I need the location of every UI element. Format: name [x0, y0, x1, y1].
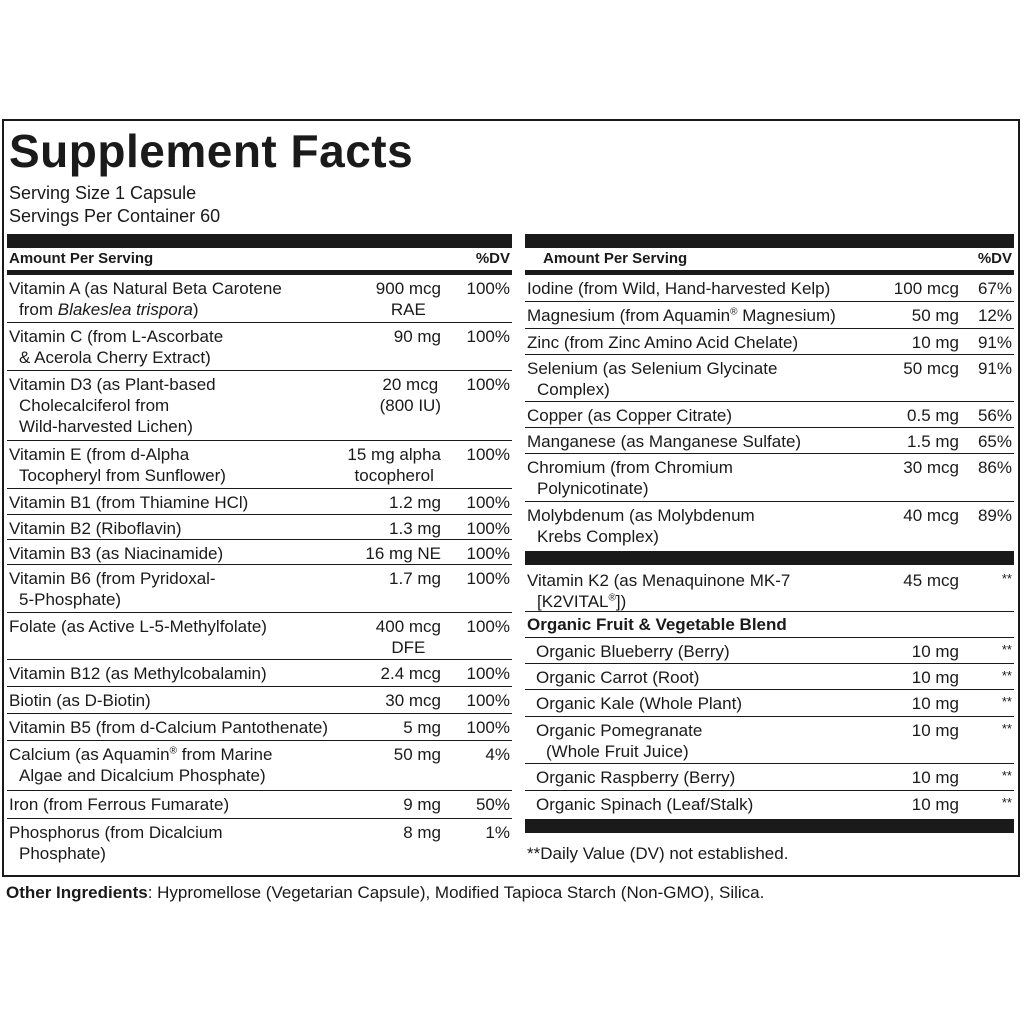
nutrient-dv: ** — [1001, 721, 1012, 736]
nutrient-name: Vitamin B12 (as Methylcobalamin) — [9, 664, 267, 683]
nutrient-dv: 86% — [977, 458, 1012, 477]
nutrient-dv: ** — [1001, 668, 1012, 683]
nutrient-dv: 91% — [977, 359, 1012, 378]
nutrient-name: Organic Blueberry (Berry) — [536, 642, 730, 661]
nutrient-dv: 65% — [977, 432, 1012, 451]
other-ingredients-text: : Hypromellose (Vegetarian Capsule), Modified Tapioca Starch (Non-GMO), Silica. — [147, 883, 765, 902]
blend-item-spinach — [525, 791, 1014, 819]
blend-item-kale — [525, 690, 1014, 717]
nutrient-name: Selenium (as Selenium Glycinate Complex) — [527, 359, 778, 399]
nutrient-dv: ** — [1001, 795, 1012, 810]
nutrient-amount: 1.5 mg — [907, 432, 959, 451]
nutrient-name: Magnesium (from Aquamin® Magnesium) — [527, 306, 836, 325]
nutrient-amount: 0.5 mg — [907, 406, 959, 425]
column-header — [7, 248, 512, 275]
nutrient-amount: 10 mg — [911, 768, 959, 787]
nutrient-dv: 4% — [485, 745, 510, 764]
section-bar — [525, 551, 1014, 565]
nutrient-dv: 91% — [977, 333, 1012, 352]
nutrient-amount: 40 mcg — [903, 506, 959, 525]
nutrient-row-iodine — [525, 275, 1014, 302]
nutrient-amount: 50 mg — [393, 745, 441, 764]
nutrient-name: Vitamin B5 (from d-Calcium Pantothenate) — [9, 718, 329, 737]
nutrient-dv: ** — [1001, 571, 1012, 586]
nutrient-amount: 10 mg — [911, 694, 959, 713]
dv-label: %DV — [977, 250, 1012, 267]
nutrient-amount: 16 mg NE — [365, 544, 441, 563]
nutrient-amount: 90 mg — [393, 327, 441, 346]
nutrient-name: Organic Pomegranate (Whole Fruit Juice) — [536, 721, 703, 761]
blend-item-blueberry — [525, 638, 1014, 664]
nutrient-dv: 100% — [466, 519, 510, 538]
nutrient-row-copper — [525, 402, 1014, 428]
nutrient-amount: 9 mg — [403, 795, 441, 814]
nutrient-dv: 100% — [466, 664, 510, 683]
top-bar — [525, 234, 1014, 248]
serving-size: Serving Size 1 Capsule — [9, 183, 197, 203]
nutrient-amount: 10 mg — [911, 721, 959, 740]
nutrient-amount: 2.4 mcg — [380, 664, 441, 683]
nutrient-amount: 45 mcg — [903, 571, 959, 590]
nutrient-row-vitamin-b12 — [7, 660, 512, 687]
blend-item-raspberry — [525, 764, 1014, 791]
nutrient-dv: 100% — [466, 445, 510, 464]
nutrient-amount: 1.3 mg — [389, 519, 441, 538]
nutrient-row-magnesium — [525, 302, 1014, 329]
nutrient-row-zinc — [525, 329, 1014, 355]
nutrient-name: Organic Kale (Whole Plant) — [536, 694, 742, 713]
nutrient-dv: ** — [1001, 768, 1012, 783]
nutrient-name: Iron (from Ferrous Fumarate) — [9, 795, 230, 814]
nutrient-row-folate — [7, 613, 512, 660]
nutrient-row-vitamin-d3 — [7, 371, 512, 441]
nutrient-name: Organic Raspberry (Berry) — [536, 768, 736, 787]
nutrient-name: Vitamin B3 (as Niacinamide) — [9, 544, 224, 563]
blend-item-carrot — [525, 664, 1014, 690]
nutrient-name: Vitamin C (from L-Ascorbate & Acerola Cherry Extract) — [9, 327, 224, 367]
nutrient-amount: 50 mcg — [903, 359, 959, 378]
nutrient-row-phosphorus — [7, 819, 512, 867]
nutrient-amount: 1.2 mg — [389, 493, 441, 512]
nutrient-dv: 67% — [977, 279, 1012, 298]
nutrient-name: Vitamin B2 (Riboflavin) — [9, 519, 182, 538]
nutrient-row-biotin — [7, 687, 512, 714]
top-bar — [7, 234, 512, 248]
nutrient-dv: 100% — [466, 327, 510, 346]
nutrient-name: Organic Carrot (Root) — [536, 668, 700, 687]
nutrient-name: Vitamin D3 (as Plant-based Cholecalciferol from Wild-harvested Lichen) — [9, 375, 216, 436]
nutrient-name: Vitamin A (as Natural Beta Carotene from Blakeslea trispora) — [9, 279, 282, 319]
nutrient-name: Phosphorus (from Dicalcium Phosphate) — [9, 823, 223, 863]
nutrient-dv: 89% — [977, 506, 1012, 525]
nutrient-row-chromium — [525, 454, 1014, 502]
amount-per-serving-label: Amount Per Serving — [9, 250, 154, 267]
nutrient-amount: 400 mcg DFE — [375, 617, 441, 657]
other-ingredients-label: Other Ingredients — [6, 883, 148, 902]
nutrient-row-iron — [7, 791, 512, 819]
nutrient-row-calcium — [7, 741, 512, 791]
nutrient-row-vitamin-a — [7, 275, 512, 323]
nutrient-name: Iodine (from Wild, Hand-harvested Kelp) — [527, 279, 831, 298]
nutrient-name: Chromium (from Chromium Polynicotinate) — [527, 458, 733, 498]
nutrient-amount: 10 mg — [911, 333, 959, 352]
nutrient-amount: 5 mg — [403, 718, 441, 737]
nutrient-row-vitamin-c — [7, 323, 512, 371]
nutrient-amount: 50 mg — [911, 306, 959, 325]
nutrient-amount: 100 mcg — [893, 279, 959, 298]
nutrient-amount: 900 mcg RAE — [375, 279, 441, 319]
nutrient-dv: ** — [1001, 642, 1012, 657]
nutrient-name: Folate (as Active L-5-Methylfolate) — [9, 617, 267, 636]
nutrient-row-molybdenum — [525, 502, 1014, 551]
nutrient-amount: 1.7 mg — [389, 569, 441, 588]
nutrient-name: Molybdenum (as Molybdenum Krebs Complex) — [527, 506, 755, 546]
left-column — [7, 234, 512, 867]
blend-item-pomegranate — [525, 717, 1014, 764]
nutrient-dv: 56% — [977, 406, 1012, 425]
nutrient-dv: 12% — [977, 306, 1012, 325]
nutrient-dv: 100% — [466, 279, 510, 298]
nutrient-amount: 30 mcg — [385, 691, 441, 710]
nutrient-name: Calcium (as Aquamin® from Marine Algae and Dicalcium Phosphate) — [9, 745, 273, 785]
nutrient-row-manganese — [525, 428, 1014, 454]
panel-title: Supplement Facts — [9, 125, 414, 177]
nutrient-name: Vitamin B6 (from Pyridoxal- 5-Phosphate) — [9, 569, 216, 609]
nutrient-name: Biotin (as D-Biotin) — [9, 691, 151, 710]
other-ingredients — [6, 882, 764, 904]
nutrient-dv: 100% — [466, 375, 510, 394]
nutrient-name: Vitamin K2 (as Menaquinone MK-7 [K2VITAL®]) — [527, 571, 791, 611]
nutrient-dv: 1% — [485, 823, 510, 842]
nutrient-row-vitamin-b2 — [7, 515, 512, 540]
nutrient-dv: 100% — [466, 493, 510, 512]
nutrient-row-vitamin-b6 — [7, 565, 512, 613]
nutrient-dv: 100% — [466, 617, 510, 636]
nutrient-dv: 100% — [466, 544, 510, 563]
nutrient-dv: 100% — [466, 718, 510, 737]
nutrient-name: Vitamin E (from d-Alpha Tocopheryl from Sunflower) — [9, 445, 226, 485]
servings-per-container: Servings Per Container 60 — [9, 206, 221, 226]
nutrient-row-vitamin-k2 — [525, 565, 1014, 612]
section-bar — [525, 819, 1014, 833]
nutrient-row-vitamin-b1 — [7, 489, 512, 515]
nutrient-dv: 100% — [466, 691, 510, 710]
nutrient-dv: 100% — [466, 569, 510, 588]
dv-footnote: **Daily Value (DV) not established. — [527, 844, 789, 863]
nutrient-name: Copper (as Copper Citrate) — [527, 406, 733, 425]
nutrient-row-selenium — [525, 355, 1014, 402]
nutrient-row-vitamin-e — [7, 441, 512, 489]
nutrient-dv: 50% — [475, 795, 510, 814]
nutrient-dv: ** — [1001, 694, 1012, 709]
nutrient-amount: 15 mg alpha tocopherol — [347, 445, 441, 485]
nutrient-amount: 10 mg — [911, 642, 959, 661]
nutrient-amount: 30 mcg — [903, 458, 959, 477]
column-header — [525, 248, 1014, 275]
nutrient-name: Organic Spinach (Leaf/Stalk) — [536, 795, 754, 814]
nutrient-row-vitamin-b5 — [7, 714, 512, 741]
nutrient-amount: 10 mg — [911, 795, 959, 814]
nutrient-name: Manganese (as Manganese Sulfate) — [527, 432, 802, 451]
amount-per-serving-label: Amount Per Serving — [543, 250, 688, 267]
nutrient-name: Vitamin B1 (from Thiamine HCl) — [9, 493, 249, 512]
nutrient-amount: 8 mg — [403, 823, 441, 842]
nutrient-name: Zinc (from Zinc Amino Acid Chelate) — [527, 333, 799, 352]
nutrient-row-vitamin-b3 — [7, 540, 512, 565]
dv-label: %DV — [475, 250, 510, 267]
nutrient-amount: 20 mcg (800 IU) — [379, 375, 441, 415]
right-column — [525, 234, 1014, 865]
blend-title: Organic Fruit & Vegetable Blend — [525, 612, 1014, 638]
nutrient-amount: 10 mg — [911, 668, 959, 687]
